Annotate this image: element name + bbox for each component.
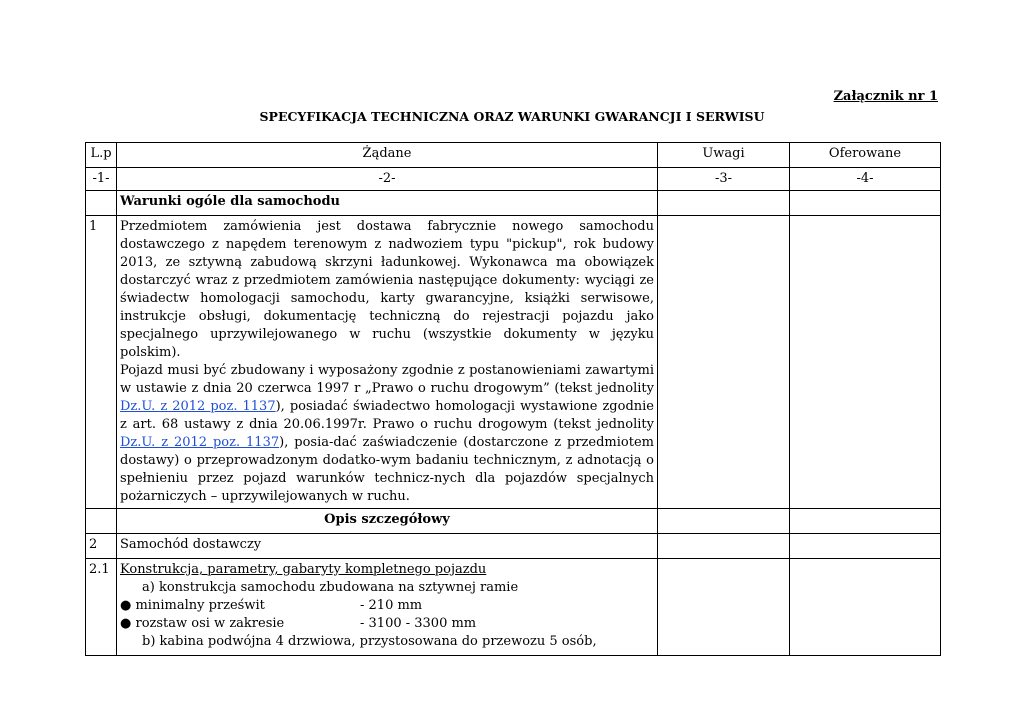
paragraph-text: ), posiadać świadectwo homologacji wystawione zgodnie z art. 68 ustawy z dnia 20.06.1997r. Prawo o ruchu drogowym (tekst jednolity [120,399,654,432]
header-remarks: Uwagi [658,143,790,168]
section-general-row [86,191,941,216]
row-requirement [117,216,658,509]
number-2: -2- [117,168,658,191]
paragraph-text: Pojazd musi być zbudowany i wyposażony zgodnie z postanowieniami zawartymi w ustawie z dnia 20 czerwca 1997 r „Prawo o ruchu drogowym” (tekst jednolity [120,363,654,396]
requirement-bullet [120,615,654,633]
column-number-row [86,168,941,191]
header-lp: L.p [86,143,117,168]
requirement-bullet [120,597,654,615]
remarks-cell [658,216,790,509]
section-detail-row [86,509,941,534]
table-row [86,216,941,509]
header-offered: Oferowane [790,143,941,168]
requirement-paragraph-1: Przedmiotem zamówienia jest dostawa fabrycznie nowego samochodu dostawczego z napędem terenowym z nadwoziem typu "pickup", rok budowy 2013, ze sztywną zabudową skrzyni ładunkowej. Wykonawca ma obowiązek dostarczyć wraz z przedmiotem zamówienia następujące dokumenty: wyciągi ze świadectw homologacji samochodu, karty gwarancyjne, książki serwisowe, instrukcje obsługi, dokumentację techniczną do rejestracji pojazdu jako specjalnego uprzywilejowanego w ruchu (wszystkie dokumenty w języku polskim). [120,219,654,360]
header-required: Żądane [117,143,658,168]
row-requirement [117,559,658,656]
requirement-paragraph-2 [120,362,654,506]
specification-table [85,142,941,656]
offered-cell [790,216,941,509]
empty-cell [790,191,941,216]
legal-reference-link[interactable]: Dz.U. z 2012 poz. 1137 [120,435,280,450]
number-3: -3- [658,168,790,191]
bullet-value: - 210 mm [360,598,423,613]
legal-reference-link[interactable]: Dz.U. z 2012 poz. 1137 [120,399,276,414]
section-detail-title: Opis szczegółowy [117,509,658,534]
empty-cell [658,191,790,216]
row-number: 2.1 [86,559,117,656]
empty-cell [86,191,117,216]
row-number: 2 [86,534,117,559]
document-title: SPECYFIKACJA TECHNICZNA ORAZ WARUNKI GWARANCJI I SERWISU [259,109,765,124]
offered-cell [790,534,941,559]
offered-cell [790,559,941,656]
number-1: -1- [86,168,117,191]
number-4: -4- [790,168,941,191]
bullet-label: ● rozstaw osi w zakresie [120,616,285,631]
table-header-row [86,143,941,168]
table-row [86,534,941,559]
empty-cell [790,509,941,534]
requirement-item-a: a) konstrukcja samochodu zbudowana na sztywnej ramie [142,580,519,595]
requirement-heading: Konstrukcja, parametry, gabaryty kompletnego pojazdu [120,562,487,577]
row-number: 1 [86,216,117,509]
empty-cell [86,509,117,534]
bullet-value: - 3100 - 3300 mm [360,616,477,631]
empty-cell [658,509,790,534]
table-row [86,559,941,656]
remarks-cell [658,559,790,656]
attachment-label: Załącznik nr 1 [833,89,938,104]
row-requirement: Samochód dostawczy [117,534,658,559]
paragraph-text: ), posia-dać zaświadczenie (dostarczone z przedmiotem dostawy) o przeprowadzonym dodatko-wym badaniu technicznym, z adnotacją o spełnieniu przez pojazd warunków technicz-nych dla pojazdów specjalnych pożarniczych – uprzywilejowanych w ruchu. [120,435,654,504]
bullet-label: ● minimalny prześwit [120,598,265,613]
remarks-cell [658,534,790,559]
section-general-title: Warunki ogóle dla samochodu [117,191,658,216]
requirement-item-b: b) kabina podwójna 4 drzwiowa, przystosowana do przewozu 5 osób, [142,634,597,649]
